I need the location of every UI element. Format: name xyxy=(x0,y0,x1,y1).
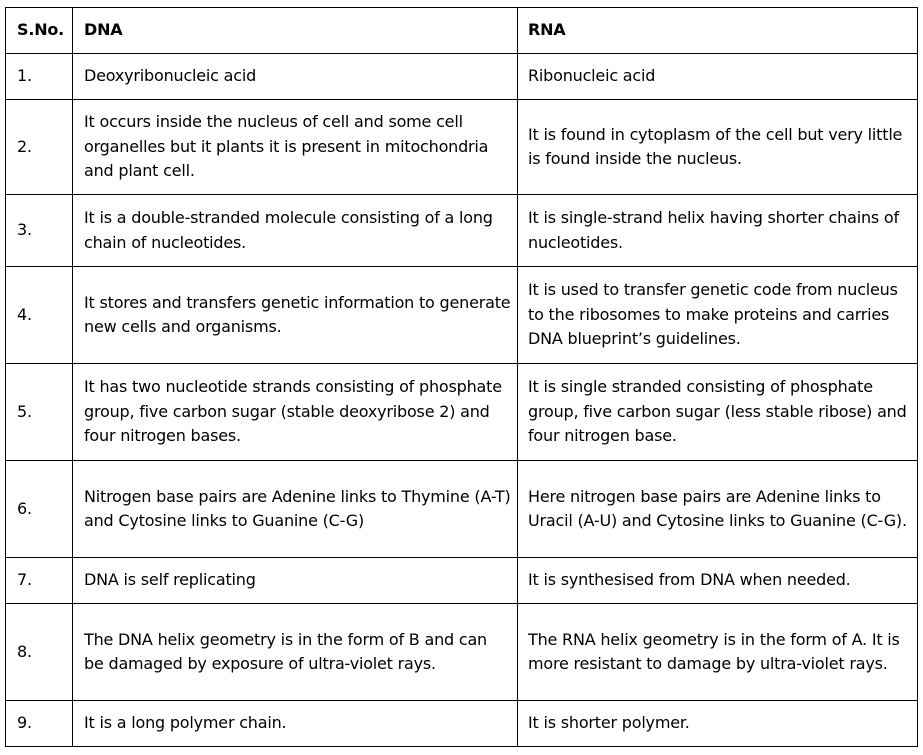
cell-dna: It occurs inside the nucleus of cell and some cell organelles but it plants it is present in mitochondria and plant cell. xyxy=(73,100,518,195)
table-row xyxy=(6,558,918,604)
header-rna: RNA xyxy=(518,8,918,54)
cell-dna: Deoxyribonucleic acid xyxy=(73,54,518,100)
cell-rna: Here nitrogen base pairs are Adenine links to Uracil (A-U) and Cytosine links to Guanine (C-G). xyxy=(518,461,918,558)
cell-rna: It is shorter polymer. xyxy=(518,701,918,747)
table-row xyxy=(6,461,918,558)
header-dna: DNA xyxy=(73,8,518,54)
table-row xyxy=(6,54,918,100)
cell-rna: It is single-strand helix having shorter chains of nucleotides. xyxy=(518,195,918,267)
cell-sno: 9. xyxy=(6,701,73,747)
cell-dna: Nitrogen base pairs are Adenine links to Thymine (A-T) and Cytosine links to Guanine (C-G) xyxy=(73,461,518,558)
cell-dna: The DNA helix geometry is in the form of B and can be damaged by exposure of ultra-violet rays. xyxy=(73,604,518,701)
table-row xyxy=(6,100,918,195)
table-header-row xyxy=(6,8,918,54)
cell-sno: 3. xyxy=(6,195,73,267)
dna-rna-comparison-table xyxy=(5,7,918,747)
cell-sno: 2. xyxy=(6,100,73,195)
header-sno: S.No. xyxy=(6,8,73,54)
cell-rna: Ribonucleic acid xyxy=(518,54,918,100)
cell-rna: It is used to transfer genetic code from nucleus to the ribosomes to make proteins and carries DNA blueprint’s guidelines. xyxy=(518,267,918,364)
cell-dna: DNA is self replicating xyxy=(73,558,518,604)
cell-rna: It is synthesised from DNA when needed. xyxy=(518,558,918,604)
cell-sno: 8. xyxy=(6,604,73,701)
cell-rna: It is single stranded consisting of phosphate group, five carbon sugar (less stable ribose) and four nitrogen base. xyxy=(518,364,918,461)
cell-rna: It is found in cytoplasm of the cell but very little is found inside the nucleus. xyxy=(518,100,918,195)
cell-dna: It is a long polymer chain. xyxy=(73,701,518,747)
cell-sno: 4. xyxy=(6,267,73,364)
cell-dna: It stores and transfers genetic information to generate new cells and organisms. xyxy=(73,267,518,364)
cell-sno: 1. xyxy=(6,54,73,100)
cell-dna: It is a double-stranded molecule consisting of a long chain of nucleotides. xyxy=(73,195,518,267)
table-row xyxy=(6,701,918,747)
cell-sno: 6. xyxy=(6,461,73,558)
table-row xyxy=(6,604,918,701)
table-row xyxy=(6,267,918,364)
cell-sno: 7. xyxy=(6,558,73,604)
cell-sno: 5. xyxy=(6,364,73,461)
cell-dna: It has two nucleotide strands consisting of phosphate group, five carbon sugar (stable deoxyribose 2) and four nitrogen bases. xyxy=(73,364,518,461)
table-row xyxy=(6,195,918,267)
table-row xyxy=(6,364,918,461)
cell-rna: The RNA helix geometry is in the form of A. It is more resistant to damage by ultra-violet rays. xyxy=(518,604,918,701)
